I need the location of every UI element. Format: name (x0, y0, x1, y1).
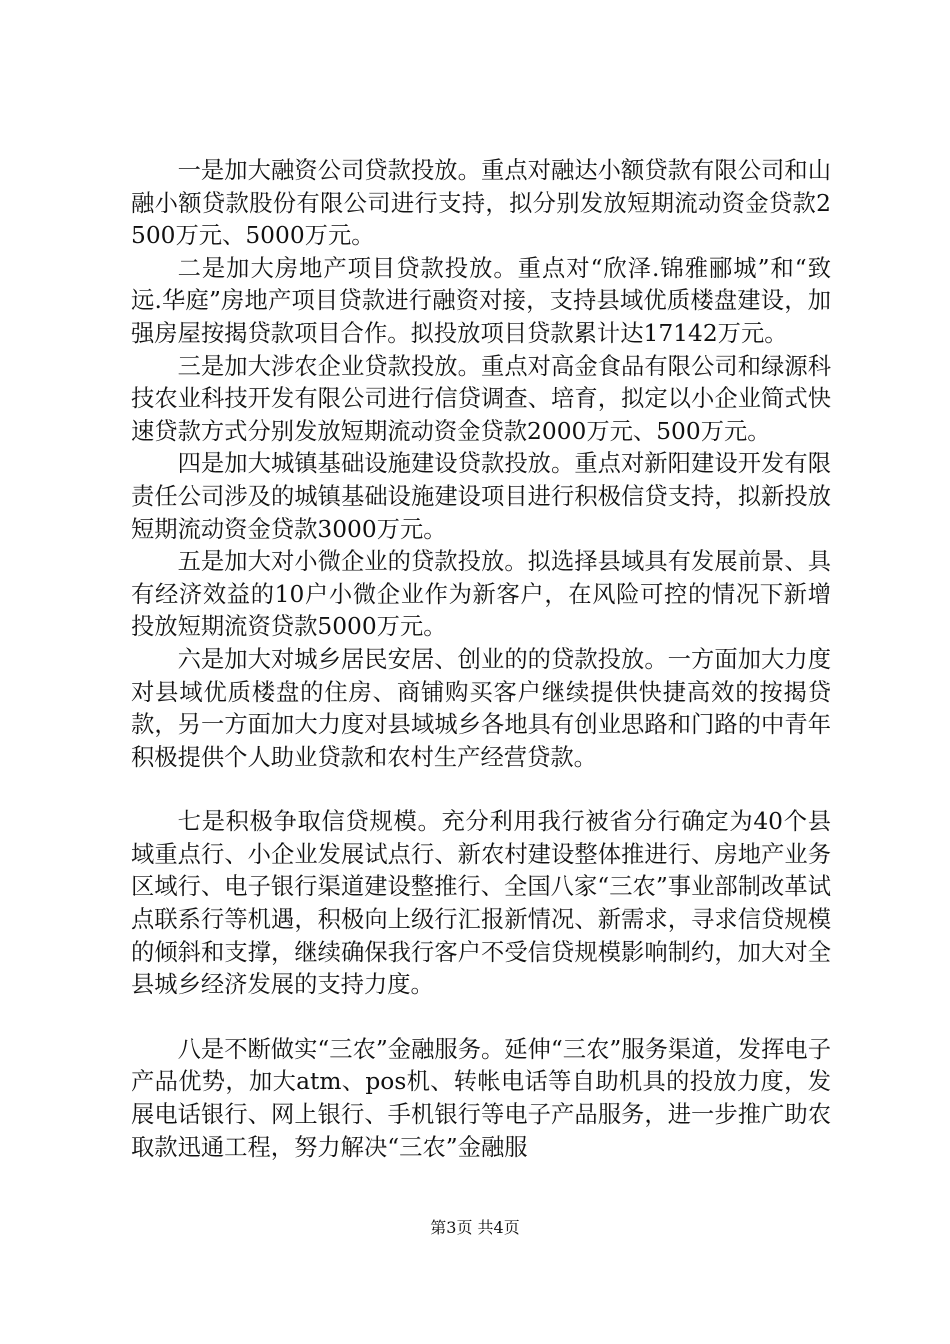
paragraph-8: 八是不断做实“三农”金融服务。延伸“三农”服务渠道，发挥电子产品优势，加大atm、pos机、转帐电话等自助机具的投放力度，发展电话银行、网上银行、手机银行等电子产品服务，进一步推广助农取款迅通工程，努力解决“三农”金融服 (131, 1035, 831, 1161)
document-body (131, 155, 831, 1164)
paragraph-6: 六是加大对城乡居民安居、创业的的贷款投放。一方面加大力度对县域优质楼盘的住房、商铺购买客户继续提供快捷高效的按揭贷款，另一方面加大力度对县域城乡各地具有创业思路和门路的中青年积极提供个人助业贷款和农村生产经营贷款。 (131, 645, 831, 771)
paragraph-spacer (131, 774, 831, 806)
page-number-footer: 第3页 共4页 (430, 1218, 520, 1237)
paragraph-3: 三是加大涉农企业贷款投放。重点对高金食品有限公司和绿源科技农业科技开发有限公司进行信贷调查、培育，拟定以小企业简式快速贷款方式分别发放短期流动资金贷款2000万元、500万元。 (131, 352, 831, 445)
paragraph-4: 四是加大城镇基础设施建设贷款投放。重点对新阳建设开发有限责任公司涉及的城镇基础设施建设项目进行积极信贷支持，拟新投放短期流动资金贷款3000万元。 (131, 450, 831, 543)
paragraph-7: 七是积极争取信贷规模。充分利用我行被省分行确定为40个县域重点行、小企业发展试点行、新农村建设整体推进行、房地产业务区域行、电子银行渠道建设整推行、全国八家“三农”事业部制改革试点联系行等机遇，积极向上级行汇报新情况、新需求，寻求信贷规模的倾斜和支撑，继续确保我行客户不受信贷规模影响制约，加大对全县城乡经济发展的支持力度。 (131, 808, 831, 999)
paragraph-1: 一是加大融资公司贷款投放。重点对融达小额贷款有限公司和山融小额贷款股份有限公司进行支持，拟分别发放短期流动资金贷款2500万元、5000万元。 (131, 157, 831, 250)
paragraph-spacer (131, 1002, 831, 1034)
paragraph-5: 五是加大对小微企业的贷款投放。拟选择县域具有发展前景、具有经济效益的10户小微企业作为新客户，在风险可控的情况下新增投放短期流资贷款5000万元。 (131, 548, 831, 641)
paragraph-2: 二是加大房地产项目贷款投放。重点对“欣泽.锦雅郦城”和“致远.华庭”房地产项目贷款进行融资对接，支持县域优质楼盘建设，加强房屋按揭贷款项目合作。拟投放项目贷款累计达17142万元。 (131, 254, 831, 347)
